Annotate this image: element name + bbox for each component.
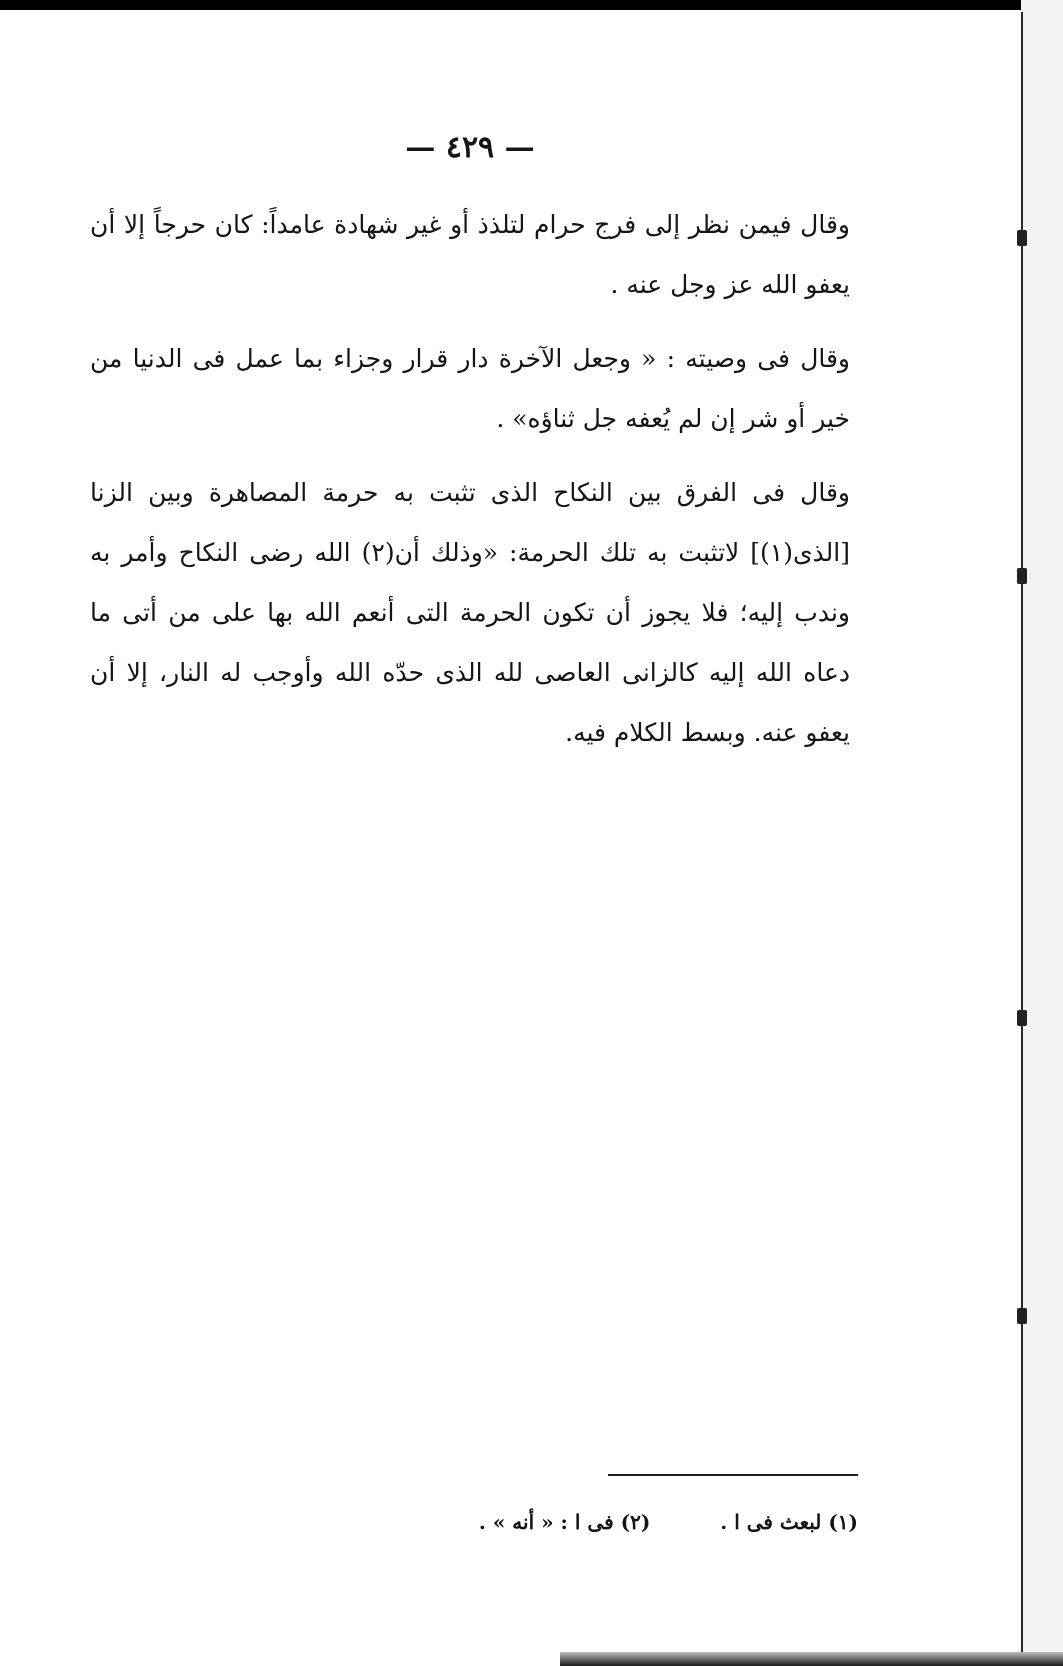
footnotes [218, 1510, 858, 1534]
binding-mark [1017, 1308, 1027, 1324]
paragraph: وقال فيمن نظر إلى فرج حرام لتلذذ أو غير شهادة عامداً: كان حرجاً إلا أن يعفو الله عز وجل عنه . [90, 210, 850, 299]
paragraph: وقال فى الفرق بين النكاح الذى تثبت به حرمة المصاهرة وبين الزنا [الذى(١)] لاتثبت به تلك الحرمة: «وذلك أن(٢) الله رضى النكاح وأمر به وندب إليه؛ فلا يجوز أن تكون الحرمة التى أنعم الله بها على من أتى ما دعاه الله إليه كالزانى العاصى لله الذى حدّه الله وأوجب له النار، إلا أن يعفو عنه. وبسط الكلام فيه. [90, 478, 850, 747]
scan-bottom-shadow [560, 1652, 1063, 1666]
scan-right-gutter [1021, 0, 1063, 1666]
footnote: (١) لبعث فى ا . [720, 1510, 858, 1534]
page-body [90, 130, 850, 777]
footnote: (٢) فى ا : « أنه » . [478, 1510, 651, 1534]
binding-mark [1017, 1010, 1027, 1026]
footnote-divider [608, 1474, 858, 1476]
binding-mark [1017, 568, 1027, 584]
binding-mark [1017, 230, 1027, 246]
paragraph: وقال فى وصيته : « وجعل الآخرة دار قرار وجزاء بما عمل فى الدنيا من خير أو شر إن لم يُعفه جل ثناؤه» . [90, 344, 850, 433]
scan-top-edge [0, 0, 1063, 10]
page-edge-line [1021, 12, 1023, 1652]
page-number: — ٤٢٩ — [405, 130, 535, 165]
